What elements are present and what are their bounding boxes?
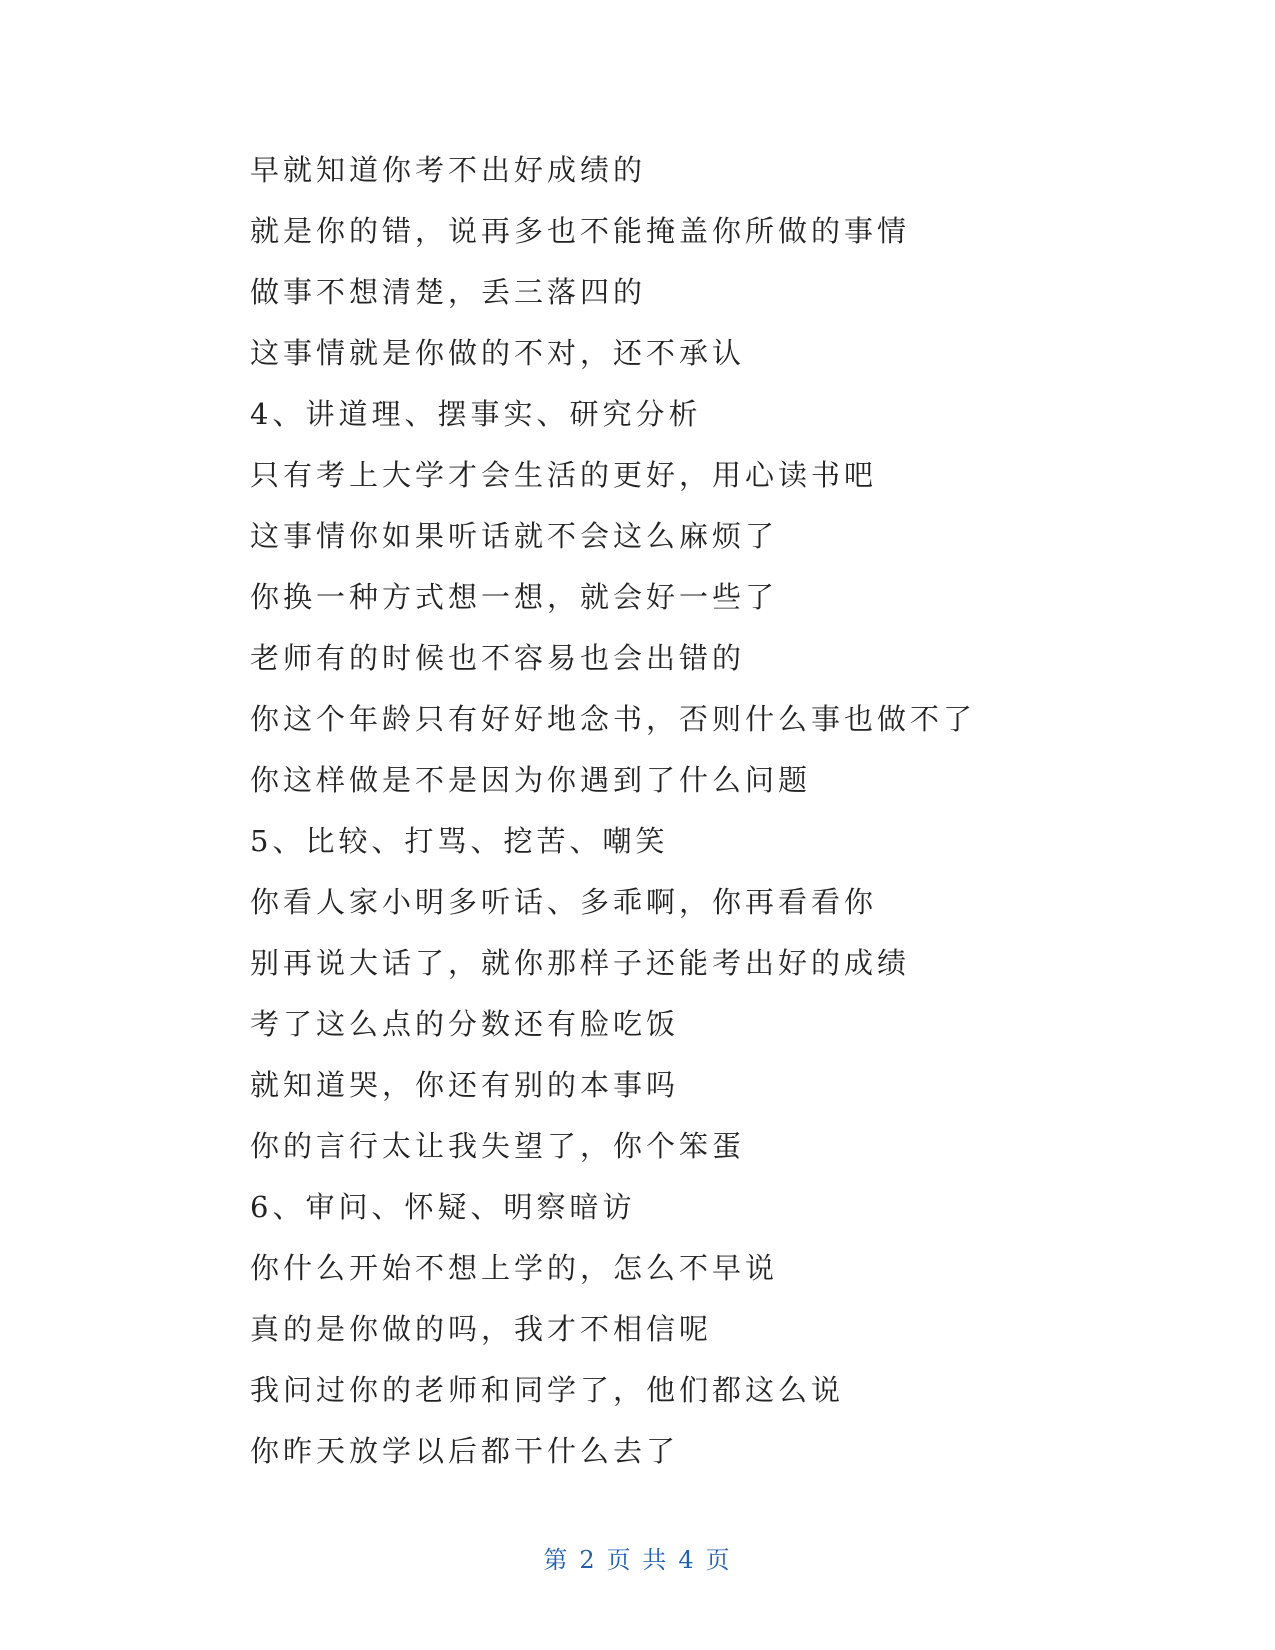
text-line: 老师有的时候也不容易也会出错的 (250, 641, 746, 675)
text-line: 只有考上大学才会生活的更好，用心读书吧 (250, 458, 878, 492)
section-heading: 5、比较、打骂、挖苦、嘲笑 (250, 824, 669, 858)
text-line: 你的言行太让我失望了，你个笨蛋 (250, 1129, 746, 1163)
text-line: 做事不想清楚，丢三落四的 (250, 275, 647, 309)
text-line: 真的是你做的吗，我才不相信呢 (250, 1312, 713, 1346)
text-line: 你这样做是不是因为你遇到了什么问题 (250, 763, 812, 797)
document-body (250, 140, 1050, 1482)
text-line: 我问过你的老师和同学了，他们都这么说 (250, 1373, 845, 1407)
text-line: 别再说大话了，就你那样子还能考出好的成绩 (250, 946, 911, 980)
text-line: 早就知道你考不出好成绩的 (250, 153, 647, 187)
text-line: 你看人家小明多听话、多乖啊，你再看看你 (250, 885, 878, 919)
page-label-prefix: 第 (543, 1546, 570, 1574)
text-line: 就是你的错，说再多也不能掩盖你所做的事情 (250, 214, 911, 248)
text-line: 你昨天放学以后都干什么去了 (250, 1434, 680, 1468)
text-line: 考了这么点的分数还有脸吃饭 (250, 1007, 680, 1041)
text-line: 你换一种方式想一想，就会好一些了 (250, 580, 779, 614)
page-label-mid: 页 共 (606, 1546, 669, 1574)
page-footer (0, 1540, 1275, 1575)
page-label-suffix: 页 (705, 1546, 732, 1574)
current-page-number: 2 (579, 1546, 597, 1574)
text-line: 就知道哭，你还有别的本事吗 (250, 1068, 680, 1102)
text-line: 你什么开始不想上学的，怎么不早说 (250, 1251, 779, 1285)
total-pages-number: 4 (678, 1546, 696, 1574)
section-heading: 4、讲道理、摆事实、研究分析 (250, 397, 702, 431)
text-line: 这事情你如果听话就不会这么麻烦了 (250, 519, 779, 553)
text-line: 这事情就是你做的不对，还不承认 (250, 336, 746, 370)
section-heading: 6、审问、怀疑、明察暗访 (250, 1190, 636, 1224)
text-line: 你这个年龄只有好好地念书，否则什么事也做不了 (250, 702, 977, 736)
